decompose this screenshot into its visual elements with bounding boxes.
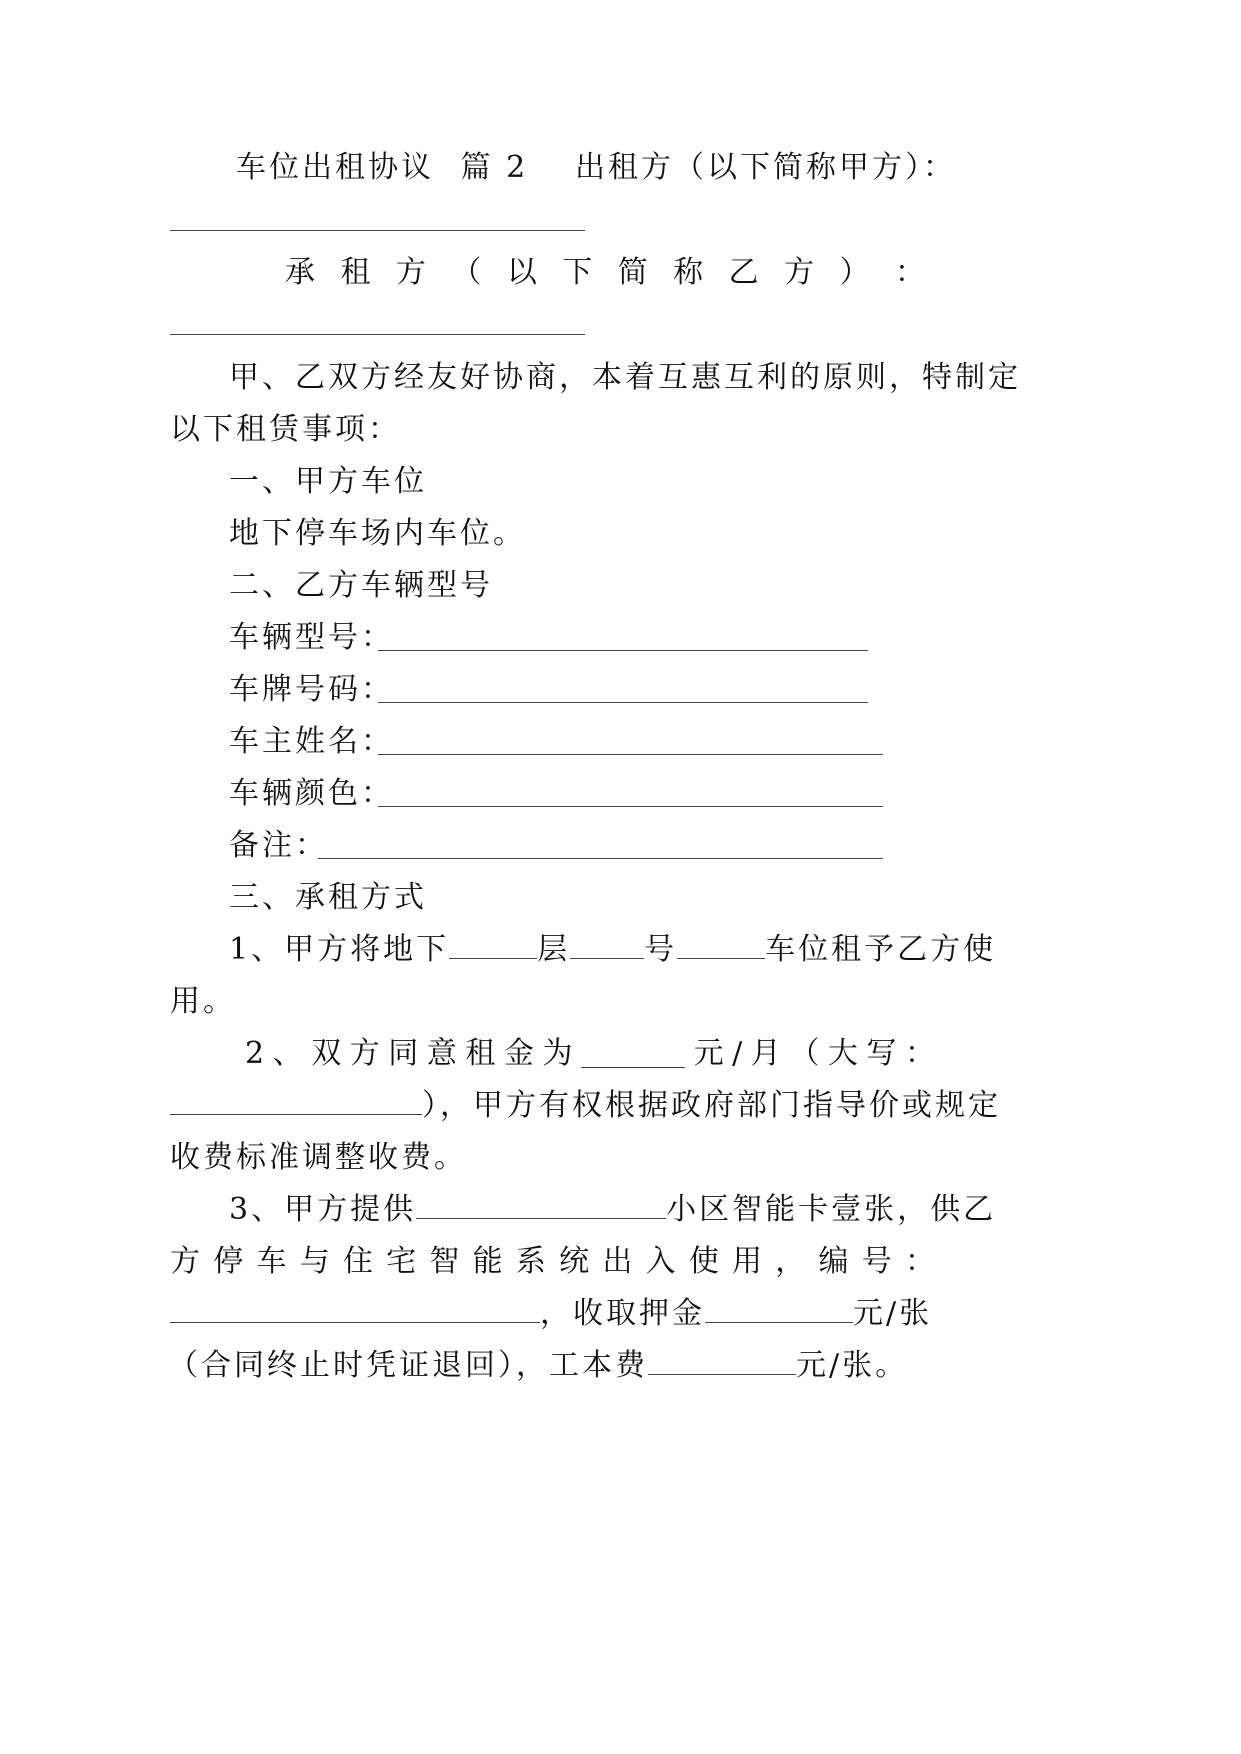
item-3-line-2-char: 编	[818, 1244, 849, 1279]
lessee-label-char: 承	[285, 255, 315, 290]
lessee-label-char: 乙	[728, 255, 759, 290]
item-3-line-2-char: 号	[861, 1244, 892, 1279]
field-remark	[229, 826, 328, 866]
field-owner-name	[229, 722, 394, 762]
section-3-heading: 三、承租方式	[229, 880, 427, 915]
lessee-label-char: ：	[894, 255, 925, 290]
lessee-label-char: ）	[839, 255, 870, 290]
document-title-line	[236, 148, 528, 188]
number-blank	[570, 932, 644, 959]
community-blank	[416, 1192, 666, 1219]
space-blank	[677, 932, 765, 959]
item-3-line-2-char: 与	[299, 1244, 330, 1279]
field-plate-number	[229, 670, 394, 710]
item-2-unit-char: （	[789, 1036, 820, 1071]
document-title: 车位出租协议	[236, 150, 434, 185]
item-3-line-2-char: 住	[342, 1244, 373, 1279]
field-plate-number-blank	[378, 702, 868, 703]
item-2-char: 方	[349, 1036, 380, 1071]
field-vehicle-color	[229, 774, 394, 814]
deposit-unit: 元/张	[853, 1296, 933, 1331]
item-1-prefix: 1、甲方将地下	[229, 932, 450, 967]
item-3-line-2	[170, 1242, 935, 1282]
section-1-heading: 一、甲方车位	[229, 464, 427, 499]
lessee-label-char: 简	[617, 255, 648, 290]
item-2-line-1	[245, 1034, 935, 1074]
document-part: 篇 2	[460, 150, 529, 185]
lessor-name-blank	[170, 230, 585, 231]
item-1-number-label: 号	[644, 932, 678, 967]
field-plate-number-label: 车牌号码：	[229, 672, 394, 707]
item-3-suffix: 小区智能卡壹张，供乙	[666, 1192, 997, 1227]
lessee-label-char: 以	[506, 255, 537, 290]
item-3-line-2-char: 系	[515, 1244, 546, 1279]
lessee-name-blank	[170, 334, 585, 335]
intro-line-1: 甲、乙双方经友好协商，本着互惠互利的原则，特制定	[229, 360, 1021, 395]
deposit-amount-blank	[705, 1296, 853, 1323]
item-3-line-2-char: 宅	[386, 1244, 417, 1279]
lessee-label-char: 下	[562, 255, 593, 290]
field-vehicle-color-blank	[378, 806, 883, 807]
item-2-char: 金	[503, 1036, 534, 1071]
item-3-line-1	[229, 1190, 996, 1230]
item-1-line-2: 用。	[170, 984, 236, 1019]
item-3-line-2-char: ：	[904, 1244, 935, 1279]
item-2-unit-char: 元	[693, 1036, 724, 1071]
lessee-label	[285, 253, 925, 293]
lessee-label-char: 方	[784, 255, 815, 290]
field-remark-blank	[318, 858, 883, 859]
item-3-line-2-char: ，	[775, 1244, 806, 1279]
item-2-line-3: 收费标准调整收费。	[170, 1140, 467, 1175]
item-3-line-3	[170, 1294, 932, 1334]
lessee-label-char: 方	[395, 255, 426, 290]
lessor-label: 出租方（以下简称甲方）：	[575, 150, 956, 185]
item-2-char: 同	[388, 1036, 419, 1071]
lessee-label-char: 称	[673, 255, 704, 290]
item-3-line-2-char: 用	[732, 1244, 763, 1279]
item-2-char: 租	[465, 1036, 496, 1071]
item-3-line-2-char: 车	[256, 1244, 287, 1279]
field-vehicle-color-label: 车辆颜色：	[229, 776, 394, 811]
item-1-line-1	[229, 930, 996, 970]
item-1-suffix: 车位租予乙方使	[765, 932, 997, 967]
item-2-line-2	[170, 1086, 1001, 1126]
item-3-line-2-char: 智	[429, 1244, 460, 1279]
item-2-unit-char: 大	[827, 1036, 858, 1071]
field-vehicle-model-label: 车辆型号：	[229, 620, 394, 655]
item-1-floor-label: 层	[537, 932, 571, 967]
fee-amount-blank	[648, 1348, 796, 1375]
item-2-unit-char: /	[732, 1036, 743, 1071]
item-3-line-2-char: 停	[213, 1244, 244, 1279]
item-2-char: 为	[542, 1036, 573, 1071]
field-remark-label: 备注：	[229, 828, 328, 863]
item-3-line-2-char: 方	[170, 1244, 200, 1279]
item-3-line-2-char: 能	[472, 1244, 503, 1279]
floor-blank	[449, 932, 537, 959]
lessee-label-char: （	[451, 255, 482, 290]
item-3-line-2-char: 统	[559, 1244, 590, 1279]
item-3-line-2-char: 使	[688, 1244, 719, 1279]
field-owner-name-blank	[378, 754, 883, 755]
item-2-unit-char: 月	[750, 1036, 781, 1071]
item-3-line-4	[168, 1346, 908, 1386]
item-3-line-4-text: （合同终止时凭证退回），工本费	[168, 1348, 648, 1383]
deposit-label: ，收取押金	[540, 1296, 705, 1331]
section-2-heading: 二、乙方车辆型号	[229, 568, 493, 603]
item-3-prefix: 3、甲方提供	[229, 1192, 417, 1227]
card-number-blank	[170, 1296, 540, 1323]
item-2-unit-char: 写	[866, 1036, 897, 1071]
item-2-char: 、	[272, 1036, 303, 1071]
item-2-char: 2	[245, 1036, 265, 1071]
item-3-line-4-unit: 元/张。	[796, 1348, 909, 1383]
item-2-char: 双	[311, 1036, 342, 1071]
field-vehicle-model-blank	[378, 650, 868, 651]
field-vehicle-model	[229, 618, 394, 658]
item-2-char: 意	[426, 1036, 457, 1071]
item-3-line-2-char: 入	[645, 1244, 676, 1279]
intro-line-2: 以下租赁事项：	[170, 412, 401, 447]
item-3-line-2-char: 出	[602, 1244, 633, 1279]
rent-amount-blank	[581, 1041, 685, 1068]
item-2-unit-char: ：	[904, 1036, 935, 1071]
section-1-body: 地下停车场内车位。	[229, 516, 526, 551]
amount-in-words-blank	[170, 1088, 422, 1115]
lessee-label-char: 租	[340, 255, 371, 290]
item-2-line-2-text: ），甲方有权根据政府部门指导价或规定	[422, 1088, 1001, 1123]
field-owner-name-label: 车主姓名：	[229, 724, 394, 759]
